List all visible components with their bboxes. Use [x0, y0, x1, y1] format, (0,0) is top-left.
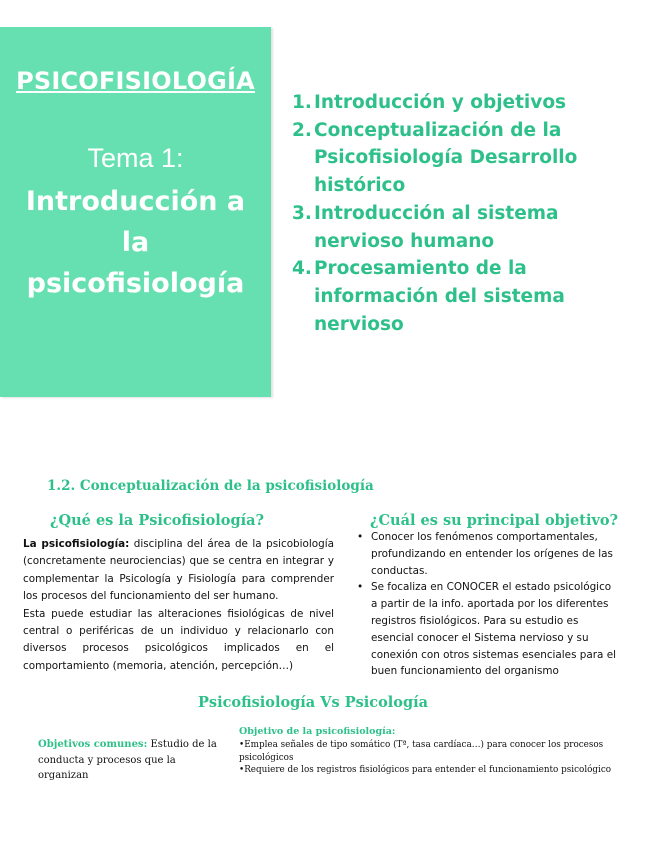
what-is-question: ¿Qué es la Psicofisiología? [50, 512, 265, 529]
course-title: PSICOFISIOLOGÍA [16, 67, 255, 95]
list-item-text: Se focaliza en CONOCER el estado psicológico a partir de la info. aportada por los diferentes registros fisiológicos. Para su estudio es esencial conocer el Sistema nervioso y su conexión con otros sistemas esenciales para el buen funcionamiento del organismo [371, 581, 616, 678]
objective-question: ¿Cuál es su principal objetivo? [370, 512, 619, 529]
list-item-text: Conocer los fenómenos comportamentales, profundizando en entender los orígenes de las conductas. [371, 531, 613, 577]
study-paragraph: Esta puede estudiar las alteraciones fisiológicas de nivel central o periféricas de un individuo y relacionarlo con diversos procesos psicológicos implicados en el comportamiento (memoria, atención, percepción…) [23, 607, 334, 672]
cover-panel [0, 27, 271, 397]
toc-number: 2. [292, 119, 312, 141]
toc-label: Introducción al sistema nervioso humano [314, 202, 559, 252]
common-label: Objetivos comunes: [38, 739, 148, 750]
section-heading: 1.2. Conceptualización de la psicofisiología [47, 478, 374, 494]
common-text: Estudio de la conducta y procesos que la organizan [38, 739, 217, 782]
topic-number: Tema 1: [87, 143, 184, 173]
toc-number: 1. [292, 92, 312, 113]
toc-item [292, 255, 652, 338]
toc-label: Conceptualización de la Psicofisiología Desarrollo histórico [314, 119, 578, 197]
toc-item [292, 89, 652, 117]
table-of-contents [292, 89, 652, 338]
objective-label: Objetivo de la psicofisiología: [239, 726, 396, 737]
psychophysiology-objective [239, 726, 639, 777]
toc-label: Introducción y objetivos [314, 92, 567, 113]
list-item [357, 529, 619, 579]
definition-paragraph [23, 536, 334, 606]
topic-title: Introducción a la psicofisiología [25, 186, 246, 299]
common-objectives [38, 737, 218, 784]
objective-list [357, 529, 619, 680]
toc-number: 4. [292, 258, 312, 280]
bullet-icon: • [357, 581, 364, 594]
toc-item [292, 117, 652, 200]
comparison-title: Psicofisiología Vs Psicología [198, 694, 428, 711]
list-item [357, 579, 619, 680]
definition-term: La psicofisiología: [23, 538, 130, 550]
definition-text: disciplina del área de la psicobiología (concretamente neurociencias) que se centra en integrar y complementar la Psicología y Fisiología para comprender los procesos del funcionamiento del ser humano. [23, 538, 334, 603]
objective-item: •Emplea señales de tipo somático (Tª, tasa cardíaca…) para conocer los procesos psicológicos [239, 739, 604, 763]
toc-item [292, 200, 652, 255]
toc-label: Procesamiento de la información del sistema nervioso [314, 258, 565, 335]
toc-number: 3. [292, 202, 312, 224]
objective-item: •Requiere de los registros fisiológicos para entender el funcionamiento psicológico [239, 765, 612, 776]
definition-block [23, 536, 334, 675]
bullet-icon: • [357, 531, 364, 543]
